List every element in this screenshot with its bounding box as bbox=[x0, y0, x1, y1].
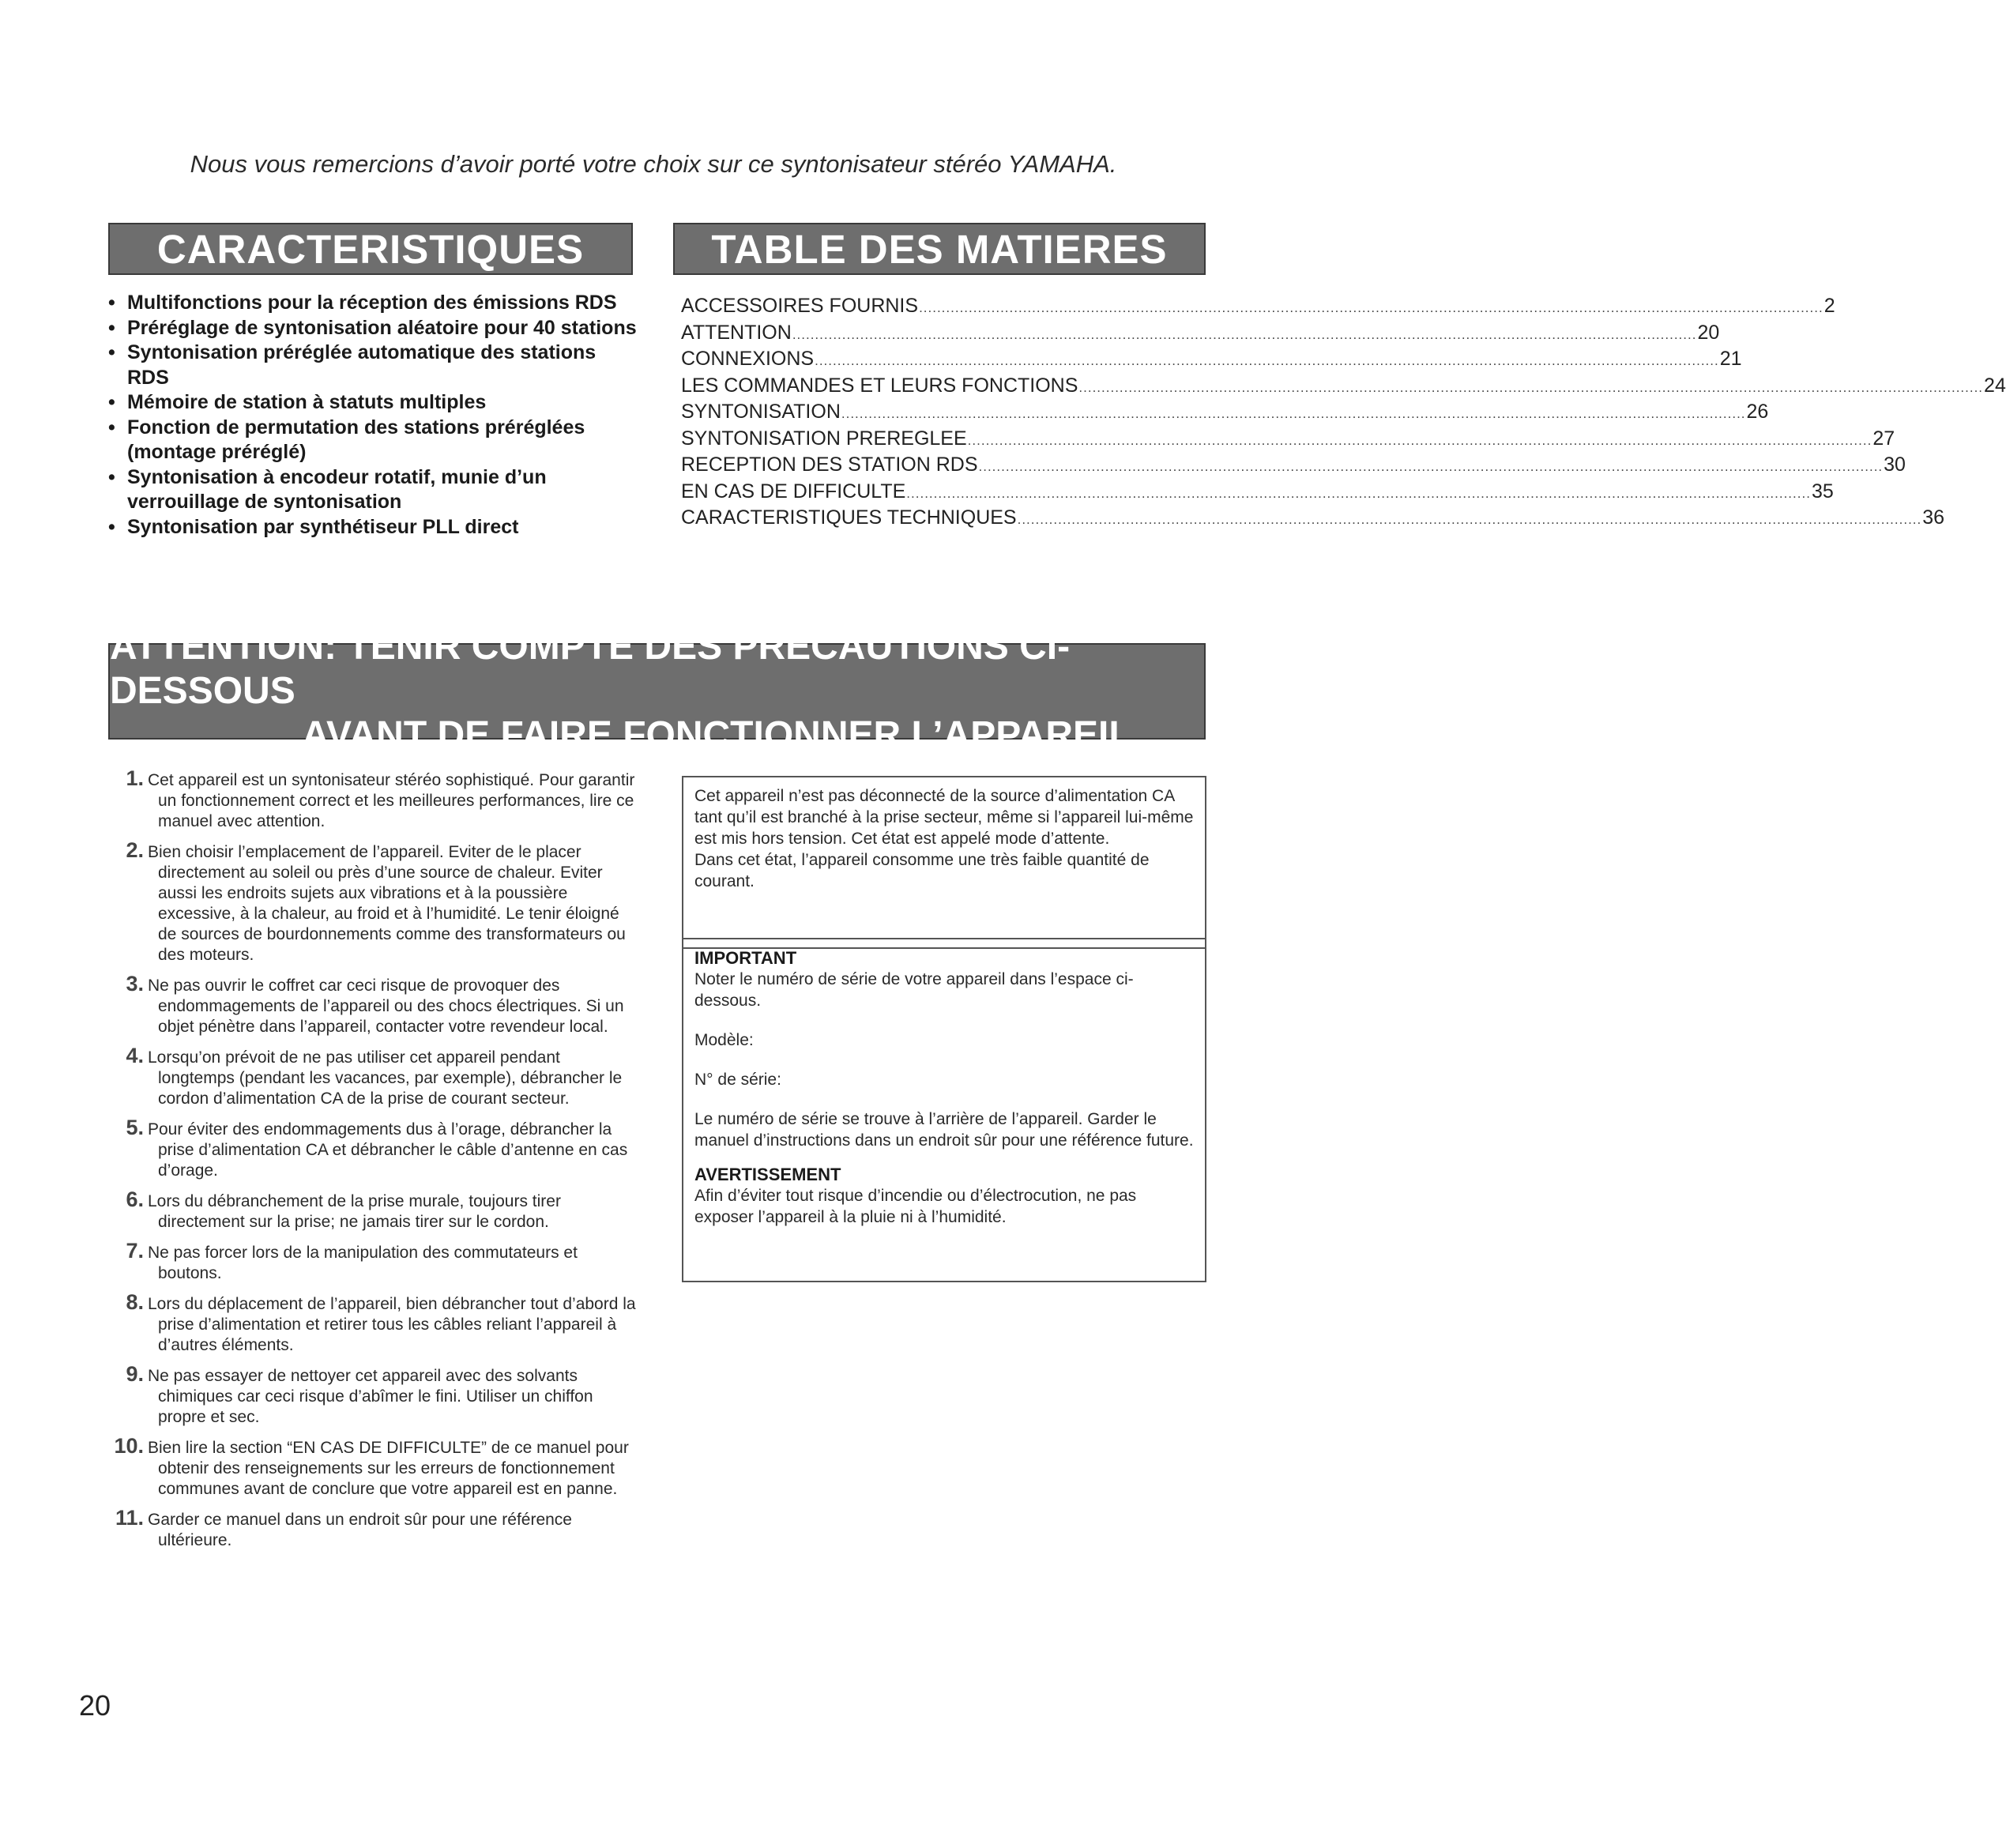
toc-entry: RECEPTION DES STATION RDS ........................................................................................................................................................................................................ 30 bbox=[681, 453, 1193, 480]
precaution-item bbox=[108, 838, 638, 965]
precaution-text: Lors du déplacement de l’appareil, bien débrancher tout d’abord la prise d’alimentation et retirer tous les câbles reliant l’appareil à d’autres éléments. bbox=[148, 1295, 636, 1354]
feature-item: • Syntonisation à encodeur rotatif, munie d’un verrouillage de syntonisation bbox=[108, 465, 638, 515]
intro-text: Nous vous remercions d’avoir porté votre choix sur ce syntonisateur stéréo YAMAHA. bbox=[190, 150, 1117, 178]
standby-notice-box bbox=[682, 776, 1206, 949]
toc-label: LES COMMANDES ET LEURS FONCTIONS bbox=[681, 374, 1078, 397]
toc-entry: SYNTONISATION ........................................................................................................................................................................................................ 26 bbox=[681, 400, 1193, 427]
warning-heading: AVERTISSEMENT bbox=[694, 1165, 841, 1184]
toc-entry: CONNEXIONS ........................................................................................................................................................................................................ 21 bbox=[681, 347, 1193, 374]
important-box bbox=[682, 938, 1206, 1282]
toc-label: SYNTONISATION bbox=[681, 401, 841, 423]
toc-label: ACCESSOIRES FOURNIS bbox=[681, 295, 919, 317]
toc-leader: ........................................................................................................................................................................................................ bbox=[815, 353, 1719, 368]
precaution-item bbox=[108, 1290, 638, 1356]
feature-item: • Syntonisation préréglée automatique des stations RDS bbox=[108, 341, 638, 390]
warning-text: Afin d’éviter tout risque d’incendie ou d’électrocution, ne pas exposer l’appareil à la pluie ni à l’humidité. bbox=[694, 1187, 1137, 1226]
toc-leader: ........................................................................................................................................................................................................ bbox=[978, 459, 1884, 474]
precaution-item bbox=[108, 1239, 638, 1284]
toc-label: CONNEXIONS bbox=[681, 348, 815, 370]
precaution-number: 9. bbox=[126, 1362, 144, 1386]
precaution-number: 7. bbox=[126, 1239, 144, 1263]
precaution-item bbox=[108, 1434, 638, 1500]
precaution-item bbox=[108, 1506, 638, 1551]
precaution-text: Pour éviter des endommagements dus à l’orage, débrancher la prise d’alimentation CA et débrancher le câble d’antenne en cas d’orage. bbox=[148, 1120, 628, 1180]
precaution-text: Lors du débranchement de la prise murale, toujours tirer directement sur la prise; ne jamais tirer sur le cordon. bbox=[148, 1192, 561, 1231]
serial-location-text: Le numéro de série se trouve à l’arrière de l’appareil. Garder le manuel d’instructions dans un endroit sûr pour une référence future. bbox=[694, 1110, 1194, 1150]
toc-leader: ........................................................................................................................................................................................................ bbox=[1017, 512, 1922, 527]
precaution-text: Ne pas forcer lors de la manipulation des commutateurs et boutons. bbox=[148, 1244, 578, 1282]
toc-label: ATTENTION bbox=[681, 321, 792, 344]
toc-entry: ACCESSOIRES FOURNIS ........................................................................................................................................................................................................ 2 bbox=[681, 294, 1193, 321]
page-number: 20 bbox=[79, 1689, 111, 1722]
toc-heading: TABLE DES MATIERES bbox=[673, 223, 1206, 275]
toc-label: RECEPTION DES STATION RDS bbox=[681, 454, 978, 476]
standby-consumption-text: Dans cet état, l’appareil consomme une très faible quantité de courant. bbox=[694, 851, 1150, 890]
precaution-text: Garder ce manuel dans un endroit sûr pour une référence ultérieure. bbox=[148, 1511, 572, 1549]
toc-leader: ........................................................................................................................................................................................................ bbox=[1078, 379, 1984, 395]
precaution-text: Ne pas ouvrir le coffret car ceci risque de provoquer des endommagements de l’appareil ou des chocs électriques. Si un objet pénètre dans l’appareil, contacter votre revendeur local. bbox=[148, 977, 624, 1036]
features-list bbox=[108, 291, 638, 540]
feature-item: • Préréglage de syntonisation aléatoire pour 40 stations bbox=[108, 316, 638, 341]
precaution-item bbox=[108, 972, 638, 1037]
attention-heading-line1: ATTENTION: TENIR COMPTE DES PRECAUTIONS CI-DESSOUS bbox=[110, 626, 1071, 712]
precaution-number: 1. bbox=[126, 766, 144, 790]
precaution-item bbox=[108, 1187, 638, 1233]
features-heading: CARACTERISTIQUES bbox=[108, 223, 633, 275]
toc-label: CARACTERISTIQUES TECHNIQUES bbox=[681, 506, 1017, 529]
toc-entry: ATTENTION ........................................................................................................................................................................................................ 20 bbox=[681, 321, 1193, 348]
precaution-number: 4. bbox=[126, 1044, 144, 1067]
precaution-number: 2. bbox=[126, 838, 144, 862]
toc-label: SYNTONISATION PREREGLEE bbox=[681, 427, 967, 450]
precaution-text: Ne pas essayer de nettoyer cet appareil avec des solvants chimiques car ceci risque d’abîmer le fini. Utiliser un chiffon propre et sec. bbox=[148, 1367, 593, 1426]
toc-leader: ........................................................................................................................................................................................................ bbox=[967, 432, 1872, 448]
serial-label: N° de série: bbox=[694, 1071, 781, 1089]
toc-label: EN CAS DE DIFFICULTE bbox=[681, 480, 906, 502]
model-label: Modèle: bbox=[694, 1031, 754, 1049]
precaution-text: Lorsqu’on prévoit de ne pas utiliser cet appareil pendant longtemps (pendant les vacances, par exemple), débrancher le cordon d’alimentation CA de la prise de courant secteur. bbox=[148, 1048, 623, 1108]
precaution-item bbox=[108, 1362, 638, 1428]
precaution-number: 5. bbox=[126, 1116, 144, 1139]
precaution-number: 6. bbox=[126, 1187, 144, 1211]
precaution-item bbox=[108, 1116, 638, 1181]
toc-leader: ........................................................................................................................................................................................................ bbox=[919, 300, 1823, 315]
feature-item: • Syntonisation par synthétiseur PLL direct bbox=[108, 515, 638, 540]
toc-leader: ........................................................................................................................................................................................................ bbox=[906, 485, 1811, 501]
precaution-item bbox=[108, 1044, 638, 1109]
precaution-item bbox=[108, 766, 638, 832]
feature-item: • Mémoire de station à statuts multiples bbox=[108, 390, 638, 416]
table-of-contents bbox=[681, 294, 2006, 533]
feature-item: • Fonction de permutation des stations préréglées (montage préréglé) bbox=[108, 416, 638, 465]
precaution-text: Bien lire la section “EN CAS DE DIFFICULTE” de ce manuel pour obtenir des renseignements sur les erreurs de fonctionnement communes avant de conclure que votre appareil est en panne. bbox=[148, 1439, 629, 1498]
toc-entry: SYNTONISATION PREREGLEE ........................................................................................................................................................................................................ 27 bbox=[681, 427, 1193, 454]
precaution-number: 3. bbox=[126, 972, 144, 996]
important-heading: IMPORTANT bbox=[694, 948, 797, 968]
precaution-number: 10. bbox=[114, 1434, 144, 1458]
feature-item: • Multifonctions pour la réception des émissions RDS bbox=[108, 291, 638, 316]
attention-heading bbox=[108, 626, 1206, 756]
toc-entry: LES COMMANDES ET LEURS FONCTIONS ........................................................................................................................................................................................................ 24 bbox=[681, 374, 1193, 401]
toc-leader: ........................................................................................................................................................................................................ bbox=[841, 406, 1746, 421]
attention-heading-line2: AVANT DE FAIRE FONCTIONNER L’APPAREIL. bbox=[301, 714, 1142, 756]
toc-entry: EN CAS DE DIFFICULTE ........................................................................................................................................................................................................ 35 bbox=[681, 480, 1193, 506]
precaution-number: 8. bbox=[126, 1290, 144, 1314]
standby-notice-text: Cet appareil n’est pas déconnecté de la source d’alimentation CA tant qu’il est branché à la prise secteur, même si l’appareil lui-même est mis hors tension. Cet état est appelé mode d’attente. bbox=[694, 787, 1194, 848]
precaution-text: Bien choisir l’emplacement de l’appareil. Eviter de le placer directement au soleil ou près d’une source de chaleur. Eviter aussi les endroits sujets aux vibrations et à la poussière excessive, à la chaleur, au froid et à l’humidité. Le tenir éloigné de sources de bourdonnements comme des transformateurs ou des moteurs. bbox=[148, 843, 626, 964]
important-text: Noter le numéro de série de votre appareil dans l’espace ci-dessous. bbox=[694, 970, 1134, 1010]
toc-leader: ........................................................................................................................................................................................................ bbox=[792, 326, 1697, 342]
precautions-list bbox=[108, 766, 638, 1561]
precaution-text: Cet appareil est un syntonisateur stéréo sophistiqué. Pour garantir un fonctionnement correct et les meilleures performances, lire ce manuel avec attention. bbox=[148, 771, 635, 830]
precaution-number: 11. bbox=[115, 1506, 144, 1530]
toc-entry: CARACTERISTIQUES TECHNIQUES ........................................................................................................................................................................................................ 36 bbox=[681, 506, 1193, 533]
